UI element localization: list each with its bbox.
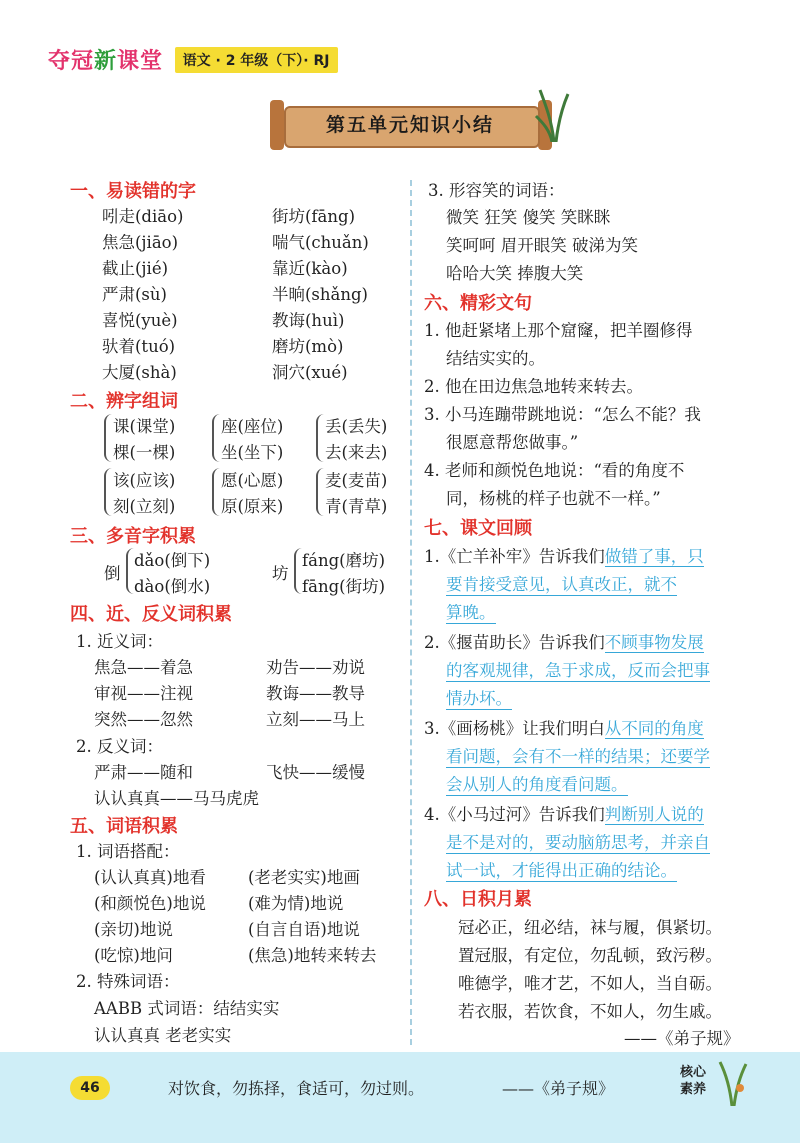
brand-logo: 夺冠新课堂 bbox=[48, 49, 164, 74]
collocation: (认认真真)地看 bbox=[94, 868, 206, 887]
synonym-pair: 教诲——教导 bbox=[266, 684, 365, 703]
special-words: 认认真真 老老实实 bbox=[94, 1026, 232, 1045]
sub-label: 2. 反义词： bbox=[76, 737, 163, 756]
sentence-line: 结结实实的。 bbox=[446, 349, 545, 368]
footer-quote: 对饮食，勿拣择，食适可，勿过则。 bbox=[168, 1079, 425, 1098]
antonym-pair: 飞快——缓慢 bbox=[266, 763, 365, 782]
title-banner bbox=[268, 100, 554, 150]
char-group: 青(青草) bbox=[325, 497, 388, 516]
word-pinyin: 吲走(diāo) bbox=[102, 207, 184, 226]
verse-line: 冠必正，纽必结，袜与履，俱紧切。 bbox=[458, 918, 722, 937]
sub-label: 2. 特殊词语： bbox=[76, 972, 180, 991]
verse-line: 置冠服，有定位，勿乱顿，致污秽。 bbox=[458, 946, 722, 965]
char-group: 原(原来) bbox=[221, 497, 284, 516]
review-answer: 不顾事物发展 bbox=[604, 633, 704, 652]
word-pinyin: 靠近(kào) bbox=[272, 259, 348, 278]
review-question: 2.《揠苗助长》告诉我们 bbox=[424, 633, 605, 652]
char-group: 课(课堂) bbox=[113, 417, 176, 436]
word-pinyin: 大厦(shà) bbox=[102, 363, 177, 382]
polyphone-char: 坊 bbox=[272, 564, 289, 583]
char-group: 棵(一棵) bbox=[113, 443, 176, 462]
column-divider bbox=[410, 180, 412, 1045]
sub-label: 1. 词语搭配： bbox=[76, 842, 180, 861]
sentence-line: 很愿意帮您做事。” bbox=[446, 433, 579, 452]
sentence-line: 2. 他在田边焦急地转来转去。 bbox=[424, 377, 643, 396]
word-pinyin: 教诲(huì) bbox=[272, 311, 345, 330]
collocation: (老老实实)地画 bbox=[248, 868, 360, 887]
synonym-pair: 劝告——劝说 bbox=[266, 658, 365, 677]
review-answer: 做错了事，只 bbox=[604, 547, 704, 566]
section-heading: 八、日积月累 bbox=[424, 889, 532, 910]
collocation: (自言自语)地说 bbox=[248, 920, 360, 939]
review-answer: 看问题，会有不一样的结果；还要学 bbox=[446, 743, 710, 768]
antonym-pair: 认认真真——马马虎虎 bbox=[94, 789, 259, 808]
antonym-pair: 严肃——随和 bbox=[94, 763, 193, 782]
collocation: (吃惊)地问 bbox=[94, 946, 173, 965]
grass-icon bbox=[716, 1058, 750, 1106]
char-group: 去(来去) bbox=[325, 443, 388, 462]
char-group: 麦(麦苗) bbox=[325, 471, 388, 490]
verse-line: 若衣服，若饮食，不如人，勿生戚。 bbox=[458, 1002, 722, 1021]
word-pinyin: 磨坊(mò) bbox=[272, 337, 344, 356]
collocation: (和颜悦色)地说 bbox=[94, 894, 206, 913]
polyphone-reading: dào(倒水) bbox=[134, 577, 211, 596]
char-group: 坐(坐下) bbox=[221, 443, 284, 462]
word-pinyin: 喘气(chuǎn) bbox=[272, 233, 369, 252]
char-group: 丢(丢失) bbox=[325, 417, 388, 436]
review-answer: 情办坏。 bbox=[446, 685, 512, 710]
collocation: (难为情)地说 bbox=[248, 894, 344, 913]
polyphone-reading: fáng(磨坊) bbox=[302, 551, 386, 570]
sub-label: 3. 形容笑的词语： bbox=[428, 181, 565, 200]
footer-quote-source: ——《弟子规》 bbox=[502, 1079, 615, 1098]
core-literacy-badge: 核心 素养 bbox=[680, 1065, 707, 1097]
review-answer: 要肯接受意见，认真改正，就不 bbox=[446, 571, 677, 596]
review-answer: 会从别人的角度看问题。 bbox=[446, 771, 628, 796]
char-group: 该(应该) bbox=[113, 471, 176, 490]
special-words: AABB 式词语：结结实实 bbox=[94, 999, 280, 1018]
polyphone-reading: dǎo(倒下) bbox=[134, 551, 211, 570]
synonym-pair: 突然——忽然 bbox=[94, 710, 193, 729]
verse-source: ——《弟子规》 bbox=[624, 1029, 740, 1048]
word-pinyin: 洞穴(xué) bbox=[272, 363, 348, 382]
word-pinyin: 严肃(sù) bbox=[102, 285, 167, 304]
section-heading: 五、词语积累 bbox=[70, 816, 178, 837]
review-answer: 算晚。 bbox=[446, 599, 496, 624]
sentence-line: 同，杨桃的样子也就不一样。” bbox=[446, 489, 661, 508]
sentence-line: 1. 他赶紧堵上那个窟窿，把羊圈修得 bbox=[424, 321, 693, 340]
char-group: 刻(立刻) bbox=[113, 497, 176, 516]
footer-bar bbox=[0, 1052, 800, 1143]
section-heading: 一、易读错的字 bbox=[70, 181, 196, 202]
polyphone-reading: fāng(街坊) bbox=[302, 577, 386, 596]
collocation: (亲切)地说 bbox=[94, 920, 173, 939]
sentence-line: 4. 老师和颜悦色地说：“看的角度不 bbox=[424, 461, 685, 480]
review-question: 4.《小马过河》告诉我们 bbox=[424, 805, 605, 824]
section-heading: 四、近、反义词积累 bbox=[70, 604, 232, 625]
word-pinyin: 半晌(shǎng) bbox=[272, 285, 368, 304]
review-answer: 从不同的角度 bbox=[604, 719, 704, 738]
review-answer: 判断别人说的 bbox=[604, 805, 704, 824]
brand-header bbox=[48, 44, 338, 75]
synonym-pair: 立刻——马上 bbox=[266, 710, 365, 729]
section-heading: 二、辨字组词 bbox=[70, 391, 178, 412]
review-question: 3.《画杨桃》让我们明白 bbox=[424, 719, 605, 738]
laugh-words: 笑呵呵 眉开眼笑 破涕为笑 bbox=[446, 236, 638, 255]
synonym-pair: 审视——注视 bbox=[94, 684, 193, 703]
word-pinyin: 喜悦(yuè) bbox=[102, 311, 178, 330]
polyphone-char: 倒 bbox=[104, 564, 121, 583]
verse-line: 唯德学，唯才艺，不如人，当自砺。 bbox=[458, 974, 722, 993]
word-pinyin: 焦急(jiāo) bbox=[102, 233, 179, 252]
laugh-words: 哈哈大笑 捧腹大笑 bbox=[446, 264, 584, 283]
word-pinyin: 街坊(fāng) bbox=[272, 207, 356, 226]
review-answer: 试一试，才能得出正确的结论。 bbox=[446, 857, 677, 882]
page-title: 第五单元知识小结 bbox=[325, 114, 494, 136]
review-answer: 是不是对的，要动脑筋思考，并亲自 bbox=[446, 829, 710, 854]
laugh-words: 微笑 狂笑 傻笑 笑眯眯 bbox=[446, 208, 611, 227]
collocation: (焦急)地转来转去 bbox=[248, 946, 377, 965]
review-answer: 的客观规律，急于求成，反而会把事 bbox=[446, 657, 710, 682]
review-question: 1.《亡羊补牢》告诉我们 bbox=[424, 547, 605, 566]
sub-label: 1. 近义词： bbox=[76, 632, 163, 651]
char-group: 愿(心愿) bbox=[221, 471, 284, 490]
char-group: 座(座位) bbox=[221, 417, 284, 436]
grass-icon bbox=[534, 86, 574, 142]
subject-label: 语文 · 2 年级（下）· RJ bbox=[175, 47, 338, 73]
section-heading: 七、课文回顾 bbox=[424, 518, 532, 539]
sentence-line: 3. 小马连蹦带跳地说：“怎么不能？我 bbox=[424, 405, 701, 424]
section-heading: 六、精彩文句 bbox=[424, 293, 532, 314]
page-number: 46 bbox=[70, 1076, 110, 1100]
word-pinyin: 驮着(tuó) bbox=[102, 337, 176, 356]
synonym-pair: 焦急——着急 bbox=[94, 658, 193, 677]
word-pinyin: 截止(jié) bbox=[102, 259, 169, 278]
section-heading: 三、多音字积累 bbox=[70, 526, 196, 547]
